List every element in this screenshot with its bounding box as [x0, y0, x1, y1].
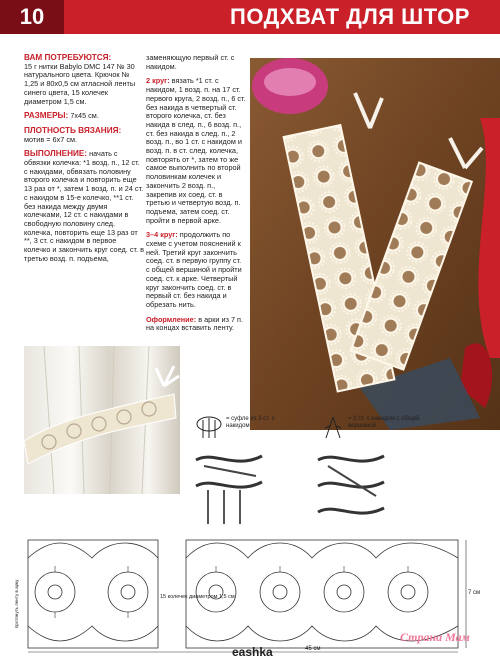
round2-title: 2 круг:	[146, 76, 170, 86]
work-title: ВЫПОЛНЕНИЕ:	[24, 149, 88, 159]
materials-text: 15 г нитки Babylo DMC 147 № 30 натурального цвета. Крючок № 1,25 и 80х0,5 см атласной ленты синего цвета, 15 колечек диаметром 1,5 см.	[24, 61, 136, 106]
stitch-illustration-left-icon	[194, 446, 264, 528]
legend-item-souffle: = суфле из 3 ст. с накидом	[226, 416, 275, 429]
density-text: мотив = 6х7 см.	[24, 134, 78, 144]
finish-block	[146, 316, 246, 333]
continued-text: заменяющую первый ст. с накидом.	[146, 53, 235, 71]
souffle-symbol-icon	[194, 414, 224, 440]
main-photo	[250, 58, 500, 430]
density-title: ПЛОТНОСТЬ ВЯЗАНИЯ:	[24, 125, 122, 135]
size-title: РАЗМЕРЫ:	[24, 111, 69, 121]
round2-block	[146, 77, 246, 225]
materials-block	[24, 54, 144, 106]
legend-item-two-dc: = 2 ст. с накидом с общей вершиной	[348, 416, 420, 429]
work-block	[24, 150, 144, 263]
diagram-width-label: 45 см	[305, 646, 321, 652]
work-text: начать с обвязки колечка: *1 возд. п., 12 ст. с накидами, обвязать половину второго колечка и повторить еще 13 раз от *, затем 1 возд. п. и 24 ст. с накидом в 15-е колечко, **1 ст. без накида между двумя колечками, 12 ст. с накидами в свободную половину след. колечка, повторить еще 13 раз от **, 3 ст. с накидом в первое колечко и закончить круг соед. ст. в третью возд. п. подъема,	[24, 149, 144, 263]
instructions-column-2	[146, 54, 246, 339]
size-text: 7х45 см.	[70, 111, 99, 121]
round34-block	[146, 231, 246, 309]
instructions-column-1	[24, 54, 144, 269]
diagram-rings-label: 15 колечек диаметром 1,5 см	[160, 594, 235, 600]
finish-text: в арки из 7 п. на концах вставить ленту.	[146, 314, 244, 333]
stitch-illustration-right-icon	[316, 446, 386, 528]
signature: eashka	[232, 645, 273, 659]
diagram-height-label: 7 см	[468, 590, 481, 596]
stitch-legend	[186, 412, 486, 532]
density-block	[24, 127, 144, 144]
page-number: 10	[0, 0, 64, 34]
size-block	[24, 112, 144, 121]
tieback-photo	[24, 346, 180, 494]
round34-title: 3–4 круг:	[146, 230, 178, 240]
two-dc-symbol-icon	[322, 414, 344, 440]
round34-text: продолжить по схеме с учетом пояснений к ней. Третий круг закончить соед. ст. в первую группу ст. с общей вершиной и пройти соед. ст. к арке. Четвертый круг закончить соед. ст. в первый ст. без накида и обрезать нить.	[146, 230, 242, 309]
diagram-ribbon-label: протянуть ленту в арку	[14, 579, 19, 628]
page-title: ПОДХВАТ ДЛЯ ШТОР	[200, 0, 500, 34]
round2-text: вязать *1 ст. с накидом, 1 возд. п. на 17 ст. первого круга, 2 возд. п., 6 ст. без накида в четвертый ст. второго колечка, ст. без накида в след. п., 6 возд. п., ст. без накида в след. п., 2 возд. п., во 1 ст. с накидом и возд. п. в ст. след. колечка, повторять от *, затем то же самое выполнить по второй половинкам колечек и закончить 2 возд. п., закрепив их соед. ст. в третью и четвертую возд. п. подъема, затем соед. ст. пройти в первой арке.	[146, 76, 246, 225]
finish-title: Оформление:	[146, 314, 197, 324]
header-stripe	[64, 0, 200, 34]
watermark: Страна Мам	[400, 630, 470, 644]
materials-title: ВАМ ПОТРЕБУЮТСЯ:	[24, 53, 112, 62]
